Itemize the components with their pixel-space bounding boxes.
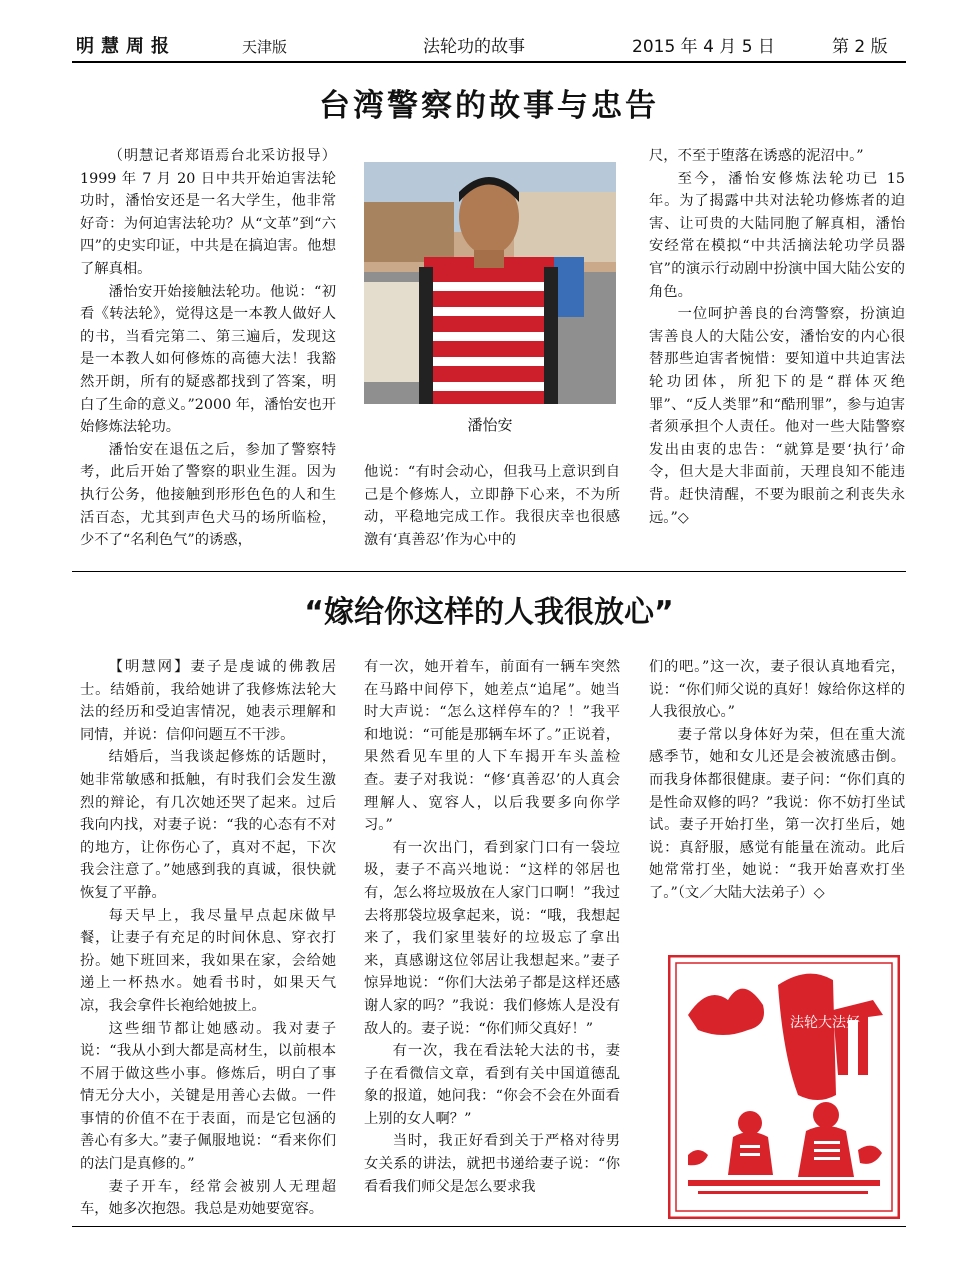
photo-caption: 潘怡安 [467, 416, 513, 434]
portrait-photo [364, 162, 616, 404]
page-number: 第 2 版 [832, 37, 888, 57]
paragraph: 至今，潘怡安修炼法轮功已 15 年。为了揭露中共对法轮功修炼者的迫害、让可贵的大陆同胞了解真相，潘怡安经常在模拟“中共活摘法轮功学员器官”的演示行动剧中扮演中国大陆公安的角色。 [649, 170, 905, 300]
paragraph: 潘怡安在退伍之后，参加了警察特考，此后开始了警察的职业生涯。因为执行公务，他接触到形形色色的人和生活百态，尤其到声色犬马的场所临检，少不了“名利色气”的诱惑， [80, 441, 336, 549]
paragraph: 有一次，她开着车，前面有一辆车突然在马路中间停下，她差点“追尾”。她当时大声说：“怎么这样停车的？！”我平和地说：“可能是那辆车坏了。”正说着，果然看见车里的人下车揭开车头盖检查。妻子对我说：“修‘真善忍’的人真会理解人、宽容人，以后我要多向你学习。” [364, 659, 620, 834]
paragraph: 当时，我正好看到关于严格对待男女关系的讲法，就把书递给妻子说：“你看看我们师父是怎么要求我 [364, 1133, 620, 1195]
portrait-illustration [364, 162, 616, 404]
paragraph: 每天早上，我尽量早点起床做早餐，让妻子有充足的时间休息、穿衣打扮。她下班回来，我如果在家，会给她递上一杯热水。她看书时，如果天气凉，我会拿件长袍给她披上。 [80, 907, 336, 1014]
paragraph: 这些细节都让她感动。我对妻子说：“我从小到大都是高材生，以前根本不屑于做这些小事。修炼后，明白了事情无分大小，关键是用善心去做。一件事情的价值不在于表面，而是它包涵的善心有多大。”妻子佩服地说：“看来你们的法门是真修的。” [80, 1020, 336, 1173]
article2-col2 [364, 656, 620, 1198]
article1-col1 [80, 145, 336, 552]
issue-date: 2015 年 4 月 5 日 [632, 37, 775, 57]
paragraph: 妻子常以身体好为荣，但在重大流感季节，她和女儿还是会被流感击倒。而我身体都很健康。妻子问：“你们真的是性命双修的吗？”我说：你不妨打坐试试。妻子开始打坐，第一次打坐后，她说：真舒服，感觉有能量在流动。此后她常常打坐，她说：“我开始喜欢打坐了。”（文／大陆大法弟子）◇ [649, 726, 905, 901]
paragraph: 【明慧网】妻子是虔诚的佛教居士。结婚前，我给她讲了我修炼法轮大法的经历和受迫害情况，她表示理解和同情，并说：信仰问题互不干涉。 [80, 659, 336, 743]
article-divider [72, 571, 906, 572]
article2-title: “嫁给你这样的人我很放心” [304, 595, 674, 630]
article1-col2 [364, 461, 620, 551]
paragraph: 妻子开车，经常会被别人无理超车，她多次抱怨。我总是劝她要宽容。 [80, 1178, 336, 1218]
paragraph: 们的吧。”这一次，妻子很认真地看完，说：“你们师父说的真好！嫁给你这样的人我很放心。” [649, 659, 905, 721]
paragraph: 有一次，我在看法轮大法的书，妻子在看微信文章，看到有关中国道德乱象的报道，她问我：“你会不会在外面看上别的女人啊？” [364, 1043, 620, 1127]
paragraph: 有一次出门，看到家门口有一袋垃圾，妻子不高兴地说：“这样的邻居也有，怎么将垃圾放在人家门口啊！”我过去将那袋垃圾拿起来，说：“哦，我想起来了，我们家里装好的垃圾忘了拿出来，真感谢这位邻居让我想起来。”妻子惊异地说：“你们大法弟子都是这样还感谢人家的吗？”我说：我们修炼人是没有敌人的。妻子说：“你们师父真好！” [364, 839, 620, 1037]
papercut-art [668, 955, 900, 1219]
papercut-text: 法轮大法好 [790, 1015, 860, 1031]
header-rule [72, 61, 906, 63]
paragraph: 尺，不至于堕落在诱惑的泥沼中。” [649, 148, 864, 164]
masthead-title: 明慧周报 [76, 36, 176, 57]
paragraph: 结婚后，当我谈起修炼的话题时，她非常敏感和抵触，有时我们会发生激烈的辩论，有几次她还哭了起来。过后我向内找，对妻子说：“我的心态有不对的地方，让你伤心了，真对不起，下次我会注意了。”她感到我的真诚，很快就恢复了平静。 [80, 749, 336, 901]
paragraph: 一位呵护善良的台湾警察，扮演迫害善良人的大陆公安，潘怡安的内心很替那些迫害者惋惜：要知道中共迫害法轮功团体，所犯下的是“群体灭绝罪”、“反人类罪”和“酷刑罪”，参与迫害者须承担个人责任。他对一些大陆警察发出由衷的忠告：“就算是要‘执行’命令，但大是大非面前，天理良知不能违背。赶快清醒，不要为眼前之利丧失永远。”◇ [649, 306, 905, 526]
papercut-illustration [668, 955, 900, 1219]
paragraph: 他说：“有时会动心，但我马上意识到自己是个修炼人，立即静下心来，不为所动，平稳地完成工作。我很庆幸也很感激有‘真善忍’作为心中的 [364, 464, 620, 548]
section-label: 法轮功的故事 [423, 37, 525, 57]
edition-label: 天津版 [242, 38, 288, 56]
article1-col3 [649, 145, 905, 529]
article1-title: 台湾警察的故事与忠告 [319, 88, 659, 124]
article2-col1 [80, 656, 336, 1221]
paragraph: （明慧记者郑语焉台北采访报导）1999 年 7 月 20 日中共开始迫害法轮功时，潘怡安还是一名大学生，他非常好奇：为何迫害法轮功？从“文革”到“六四”的史实印证，中共是在搞迫害。他想了解真相。 [80, 148, 336, 277]
paragraph: 潘怡安开始接触法轮功。他说：“初看《转法轮》，觉得这是一本教人做好人的书，当看完第二、第三遍后，发现这是一本教人如何修炼的高德大法！我豁然开朗，所有的疑惑都找到了答案，明白了生命的意义。”2000 年，潘怡安也开始修炼法轮功。 [80, 283, 336, 436]
footer-rule [72, 1226, 906, 1227]
papercut-caption [790, 1014, 860, 1031]
article2-col3 [649, 656, 905, 905]
